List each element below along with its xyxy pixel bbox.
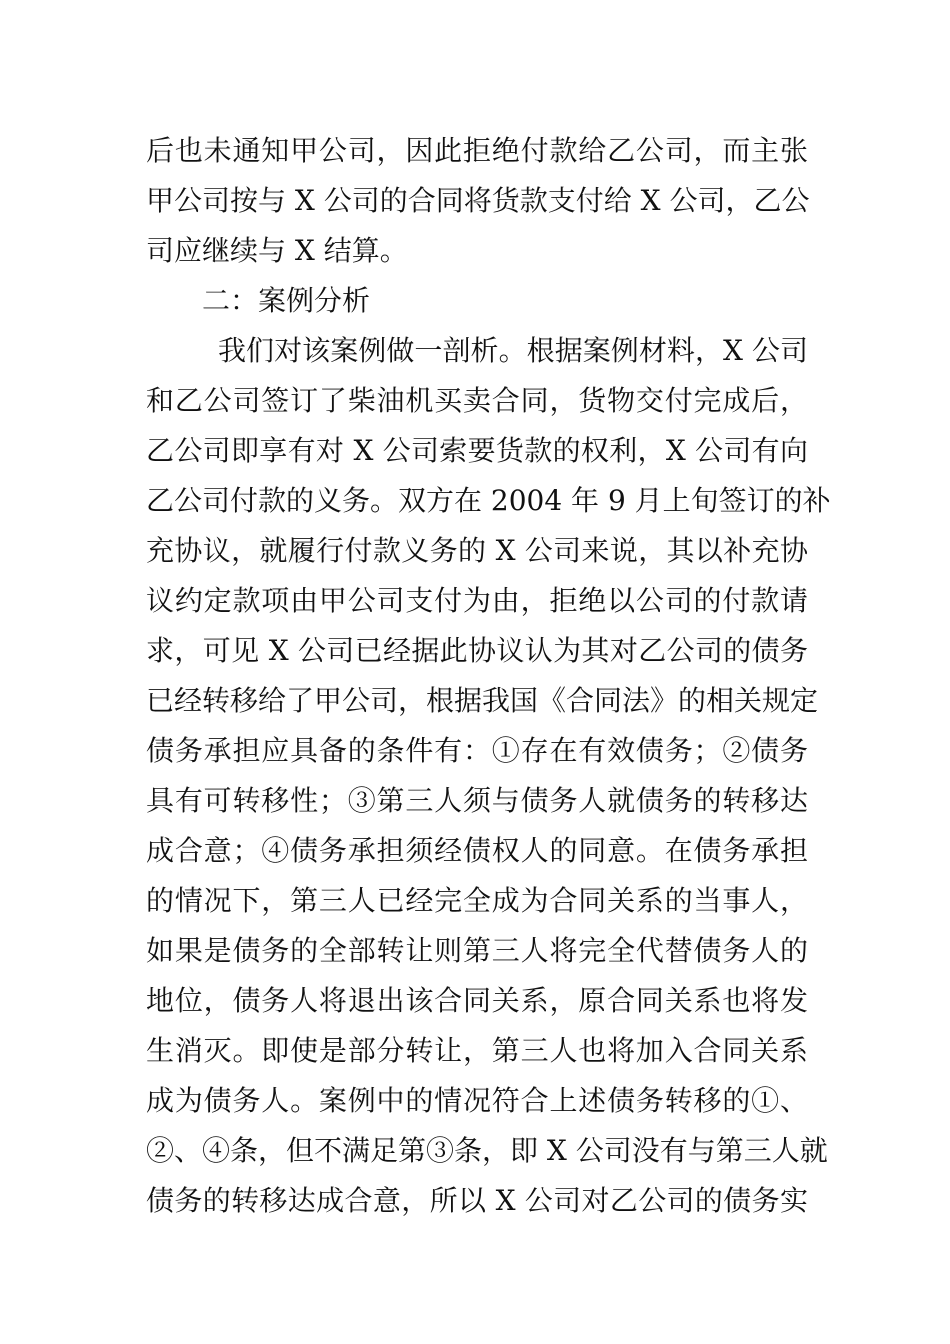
text-line-1: 后也未通知甲公司，因此拒绝付款给乙公司，而主张 <box>146 134 808 167</box>
text-line-12: 已经转移给了甲公司，根据我国《合同法》的相关规定 <box>146 684 819 717</box>
text-line-7: 乙公司即享有对 X 公司索要货款的权利，X 公司有向 <box>146 434 808 467</box>
text-line-16: 的情况下，第三人已经完全成为合同关系的当事人， <box>146 884 808 917</box>
text-line-2: 甲公司按与 X 公司的合同将货款支付给 X 公司，乙公 <box>146 184 810 217</box>
text-line-13: 债务承担应具备的条件有：①存在有效债务；②债务 <box>146 734 808 767</box>
text-line-18: 地位，债务人将退出该合同关系，原合同关系也将发 <box>146 984 808 1017</box>
text-line-10: 议约定款项由甲公司支付为由，拒绝以公司的付款请 <box>146 584 808 617</box>
text-line-8: 乙公司付款的义务。双方在 2004 年 9 月上旬签订的补 <box>146 484 831 517</box>
text-line-5: 我们对该案例做一剖析。根据案例材料，X 公司 <box>218 334 808 367</box>
body-text <box>146 126 831 1226</box>
text-line-22: 债务的转移达成合意，所以 X 公司对乙公司的债务实 <box>146 1184 808 1217</box>
text-line-21: ②、④条，但不满足第③条，即 X 公司没有与第三人就 <box>146 1134 828 1167</box>
text-line-9: 充协议，就履行付款义务的 X 公司来说，其以补充协 <box>146 534 808 567</box>
text-line-6: 和乙公司签订了柴油机买卖合同，货物交付完成后， <box>146 384 808 417</box>
text-line-14: 具有可转移性；③第三人须与债务人就债务的转移达 <box>146 784 808 817</box>
text-line-20: 成为债务人。案例中的情况符合上述债务转移的①、 <box>146 1084 808 1117</box>
text-line-19: 生消灭。即使是部分转让，第三人也将加入合同关系 <box>146 1034 808 1067</box>
text-line-17: 如果是债务的全部转让则第三人将完全代替债务人的 <box>146 934 808 967</box>
text-line-11: 求，可见 X 公司已经据此协议认为其对乙公司的债务 <box>146 634 808 667</box>
text-line-3: 司应继续与 X 结算。 <box>146 234 408 267</box>
section-heading: 二：案例分析 <box>202 284 371 317</box>
text-line-15: 成合意；④债务承担须经债权人的同意。在债务承担 <box>146 834 808 867</box>
